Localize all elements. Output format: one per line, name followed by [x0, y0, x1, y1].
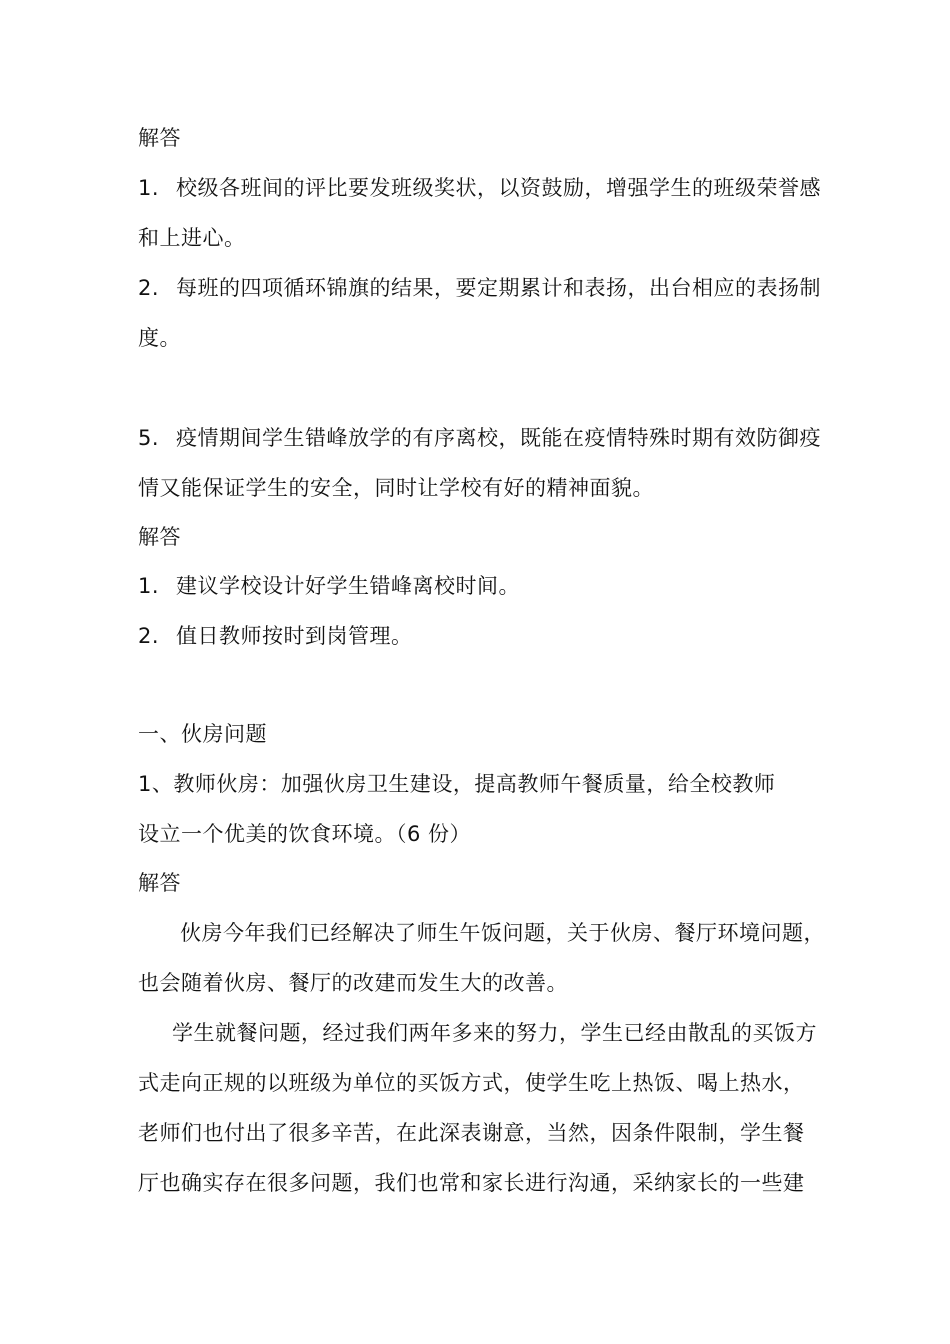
list-number: 5. [138, 426, 160, 450]
section-heading: 一、伙房问题 [138, 722, 267, 746]
paragraph-line: 老师们也付出了很多辛苦，在此深表谢意，当然，因条件限制，学生餐 [138, 1121, 805, 1145]
list-number: 1. [138, 574, 160, 598]
answer-heading: 解答 [138, 871, 181, 895]
paragraph-line: 1、教师伙房：加强伙房卫生建设，提高教师午餐质量，给全校教师 [138, 772, 776, 796]
paragraph-line: 情又能保证学生的安全，同时让学校有好的精神面貌。 [138, 476, 654, 500]
paragraph-line: 也会随着伙房、餐厅的改建而发生大的改善。 [138, 971, 568, 995]
paragraph-line: 设立一个优美的饮食环境。（6 份） [138, 822, 472, 846]
paragraph-line: 厅也确实存在很多问题，我们也常和家长进行沟通，采纳家长的一些建 [138, 1171, 805, 1195]
answer-heading: 解答 [138, 525, 181, 549]
paragraph-line: 学生就餐问题，经过我们两年多来的努力，学生已经由散乱的买饭方 [172, 1021, 817, 1045]
list-item: 2. 每班的四项循环锦旗的结果，要定期累计和表扬，出台相应的表扬制 [138, 276, 821, 300]
list-number: 1. [138, 176, 160, 200]
paragraph-line: 伙房今年我们已经解决了师生午饭问题，关于伙房、餐厅环境问题， [180, 921, 825, 945]
list-item: 1. 建议学校设计好学生错峰离校时间。 [138, 574, 520, 598]
answer-heading: 解答 [138, 126, 181, 150]
list-number: 2. [138, 624, 160, 648]
list-item: 2. 值日教师按时到岗管理。 [138, 624, 413, 648]
list-item: 5. 疫情期间学生错峰放学的有序离校，既能在疫情特殊时期有效防御疫 [138, 426, 821, 450]
list-number: 2. [138, 276, 160, 300]
paragraph-line: 式走向正规的以班级为单位的买饭方式，使学生吃上热饭、喝上热水， [138, 1071, 805, 1095]
list-item: 1. 校级各班间的评比要发班级奖状，以资鼓励，增强学生的班级荣誉感 [138, 176, 821, 200]
paragraph-line: 和上进心。 [138, 226, 246, 250]
paragraph-line: 度。 [138, 326, 181, 350]
